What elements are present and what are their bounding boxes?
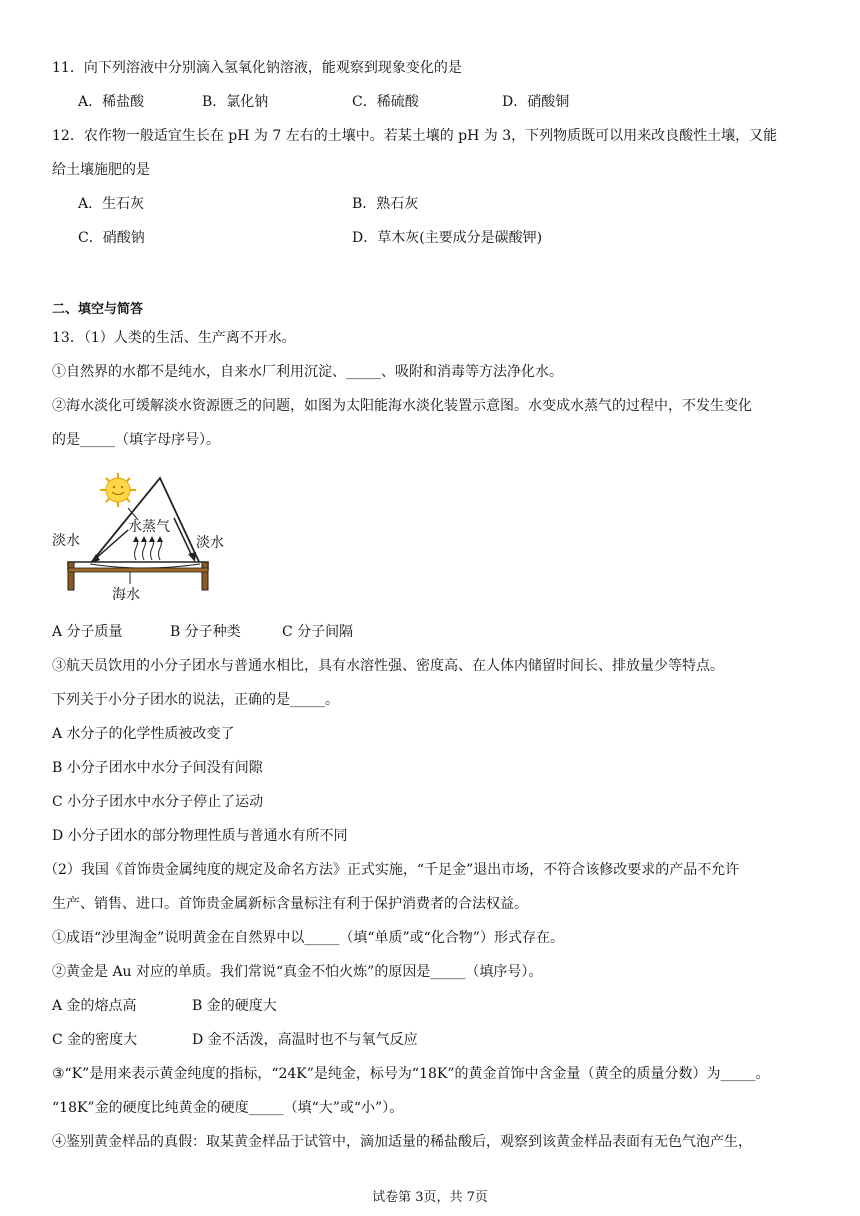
q13-line4: 的是_____（填字母序号）。	[52, 432, 220, 448]
q11-option-c: C．稀硫酸	[352, 94, 419, 110]
q11-stem: 11．向下列溶液中分别滴入氢氧化钠溶液，能观察到现象变化的是	[52, 60, 462, 76]
q13-part2-line3: ①成语“沙里淘金”说明黄金在自然界中以_____（填“单质”或“化合物”）形式存在。	[52, 930, 564, 946]
q13-line3: ②海水淡化可缓解淡水资源匮乏的问题，如图为太阳能海水淡化装置示意图。水变成水蒸气的过程中，不发生变化	[52, 398, 752, 414]
q12-option-d: D．草木灰(主要成分是碳酸钾)	[352, 230, 543, 246]
q13-part2-line5: ③“K”是用来表示黄金纯度的指标，“24K”是纯金，标号为“18K”的黄金首饰中含金量（黄全的质量分数）为_____。	[52, 1066, 770, 1082]
q13-line5: ③航天员饮用的小分子团水与普通水相比，具有水溶性强、密度高、在人体内储留时间长、排放量少等特点。	[52, 658, 724, 674]
desalination-diagram	[50, 468, 240, 608]
q11-option-b: B．氯化钠	[202, 94, 269, 110]
q13-part2-line2: 生产、销售、进口。首饰贵金属新标含量标注有利于保护消费者的合法权益。	[52, 896, 528, 912]
label-fresh-right: 淡水	[196, 535, 224, 551]
q13-choice-c: C 小分子团水中水分子停止了运动	[52, 794, 264, 810]
q13-gold-a: A 金的熔点高	[52, 998, 137, 1014]
q13-opt-c: C 分子间隔	[282, 624, 354, 640]
label-sea: 海水	[112, 587, 140, 603]
q12-stem-line1: 12．农作物一般适宜生长在 pH 为 7 左右的土壤中。若某土壤的 pH 为 3，下列物质既可以用来改良酸性土壤，又能	[52, 128, 778, 144]
q13-part2-line7: ④鉴别黄金样品的真假：取某黄金样品于试管中，滴加适量的稀盐酸后，观察到该黄金样品表面有无色气泡产生，	[52, 1134, 752, 1150]
q13-opt-b: B 分子种类	[170, 624, 241, 640]
q12-option-b: B．熟石灰	[352, 196, 419, 212]
q12-stem-line2: 给土壤施肥的是	[52, 162, 150, 178]
sun-icon	[100, 473, 136, 507]
q11-option-a: A．稀盐酸	[78, 94, 145, 110]
q13-choice-d: D 小分子团水的部分物理性质与普通水有所不同	[52, 828, 348, 844]
q11-option-d: D．硝酸铜	[502, 94, 570, 110]
q13-choice-a: A 水分子的化学性质被改变了	[52, 726, 235, 742]
q13-line2: ①自然界的水都不是纯水，自来水厂利用沉淀、_____、吸附和消毒等方法净化水。	[52, 364, 563, 380]
label-fresh-left: 淡水	[52, 533, 80, 549]
q13-line6: 下列关于小分子团水的说法，正确的是_____。	[52, 692, 339, 708]
q13-line1: 13．（1）人类的生活、生产离不开水。	[52, 330, 296, 346]
q13-opt-a: A 分子质量	[52, 624, 123, 640]
q13-part2-line6: “18K”金的硬度比纯黄金的硬度_____（填“大”或“小”）。	[52, 1100, 404, 1116]
q13-choice-b: B 小分子团水中水分子间没有间隙	[52, 760, 263, 776]
q12-option-a: A．生石灰	[78, 196, 145, 212]
label-vapor: 水蒸气	[128, 519, 170, 535]
q13-gold-b: B 金的硬度大	[192, 998, 277, 1014]
section-title: 二、填空与简答	[52, 302, 144, 317]
q13-gold-c: C 金的密度大	[52, 1032, 138, 1048]
page-footer: 试卷第 3页，共 7页	[372, 1190, 488, 1205]
q13-part2-line4: ②黄金是 Au 对应的单质。我们常说“真金不怕火炼”的原因是_____（填序号）。	[52, 964, 543, 980]
q12-option-c: C．硝酸钠	[78, 230, 145, 246]
q13-part2-line1: （2）我国《首饰贵金属纯度的规定及命名方法》正式实施，“千足金”退出市场，不符合该修改要求的产品不允许	[44, 862, 740, 878]
q13-gold-d: D 金不活泼，高温时也不与氧气反应	[192, 1032, 418, 1048]
